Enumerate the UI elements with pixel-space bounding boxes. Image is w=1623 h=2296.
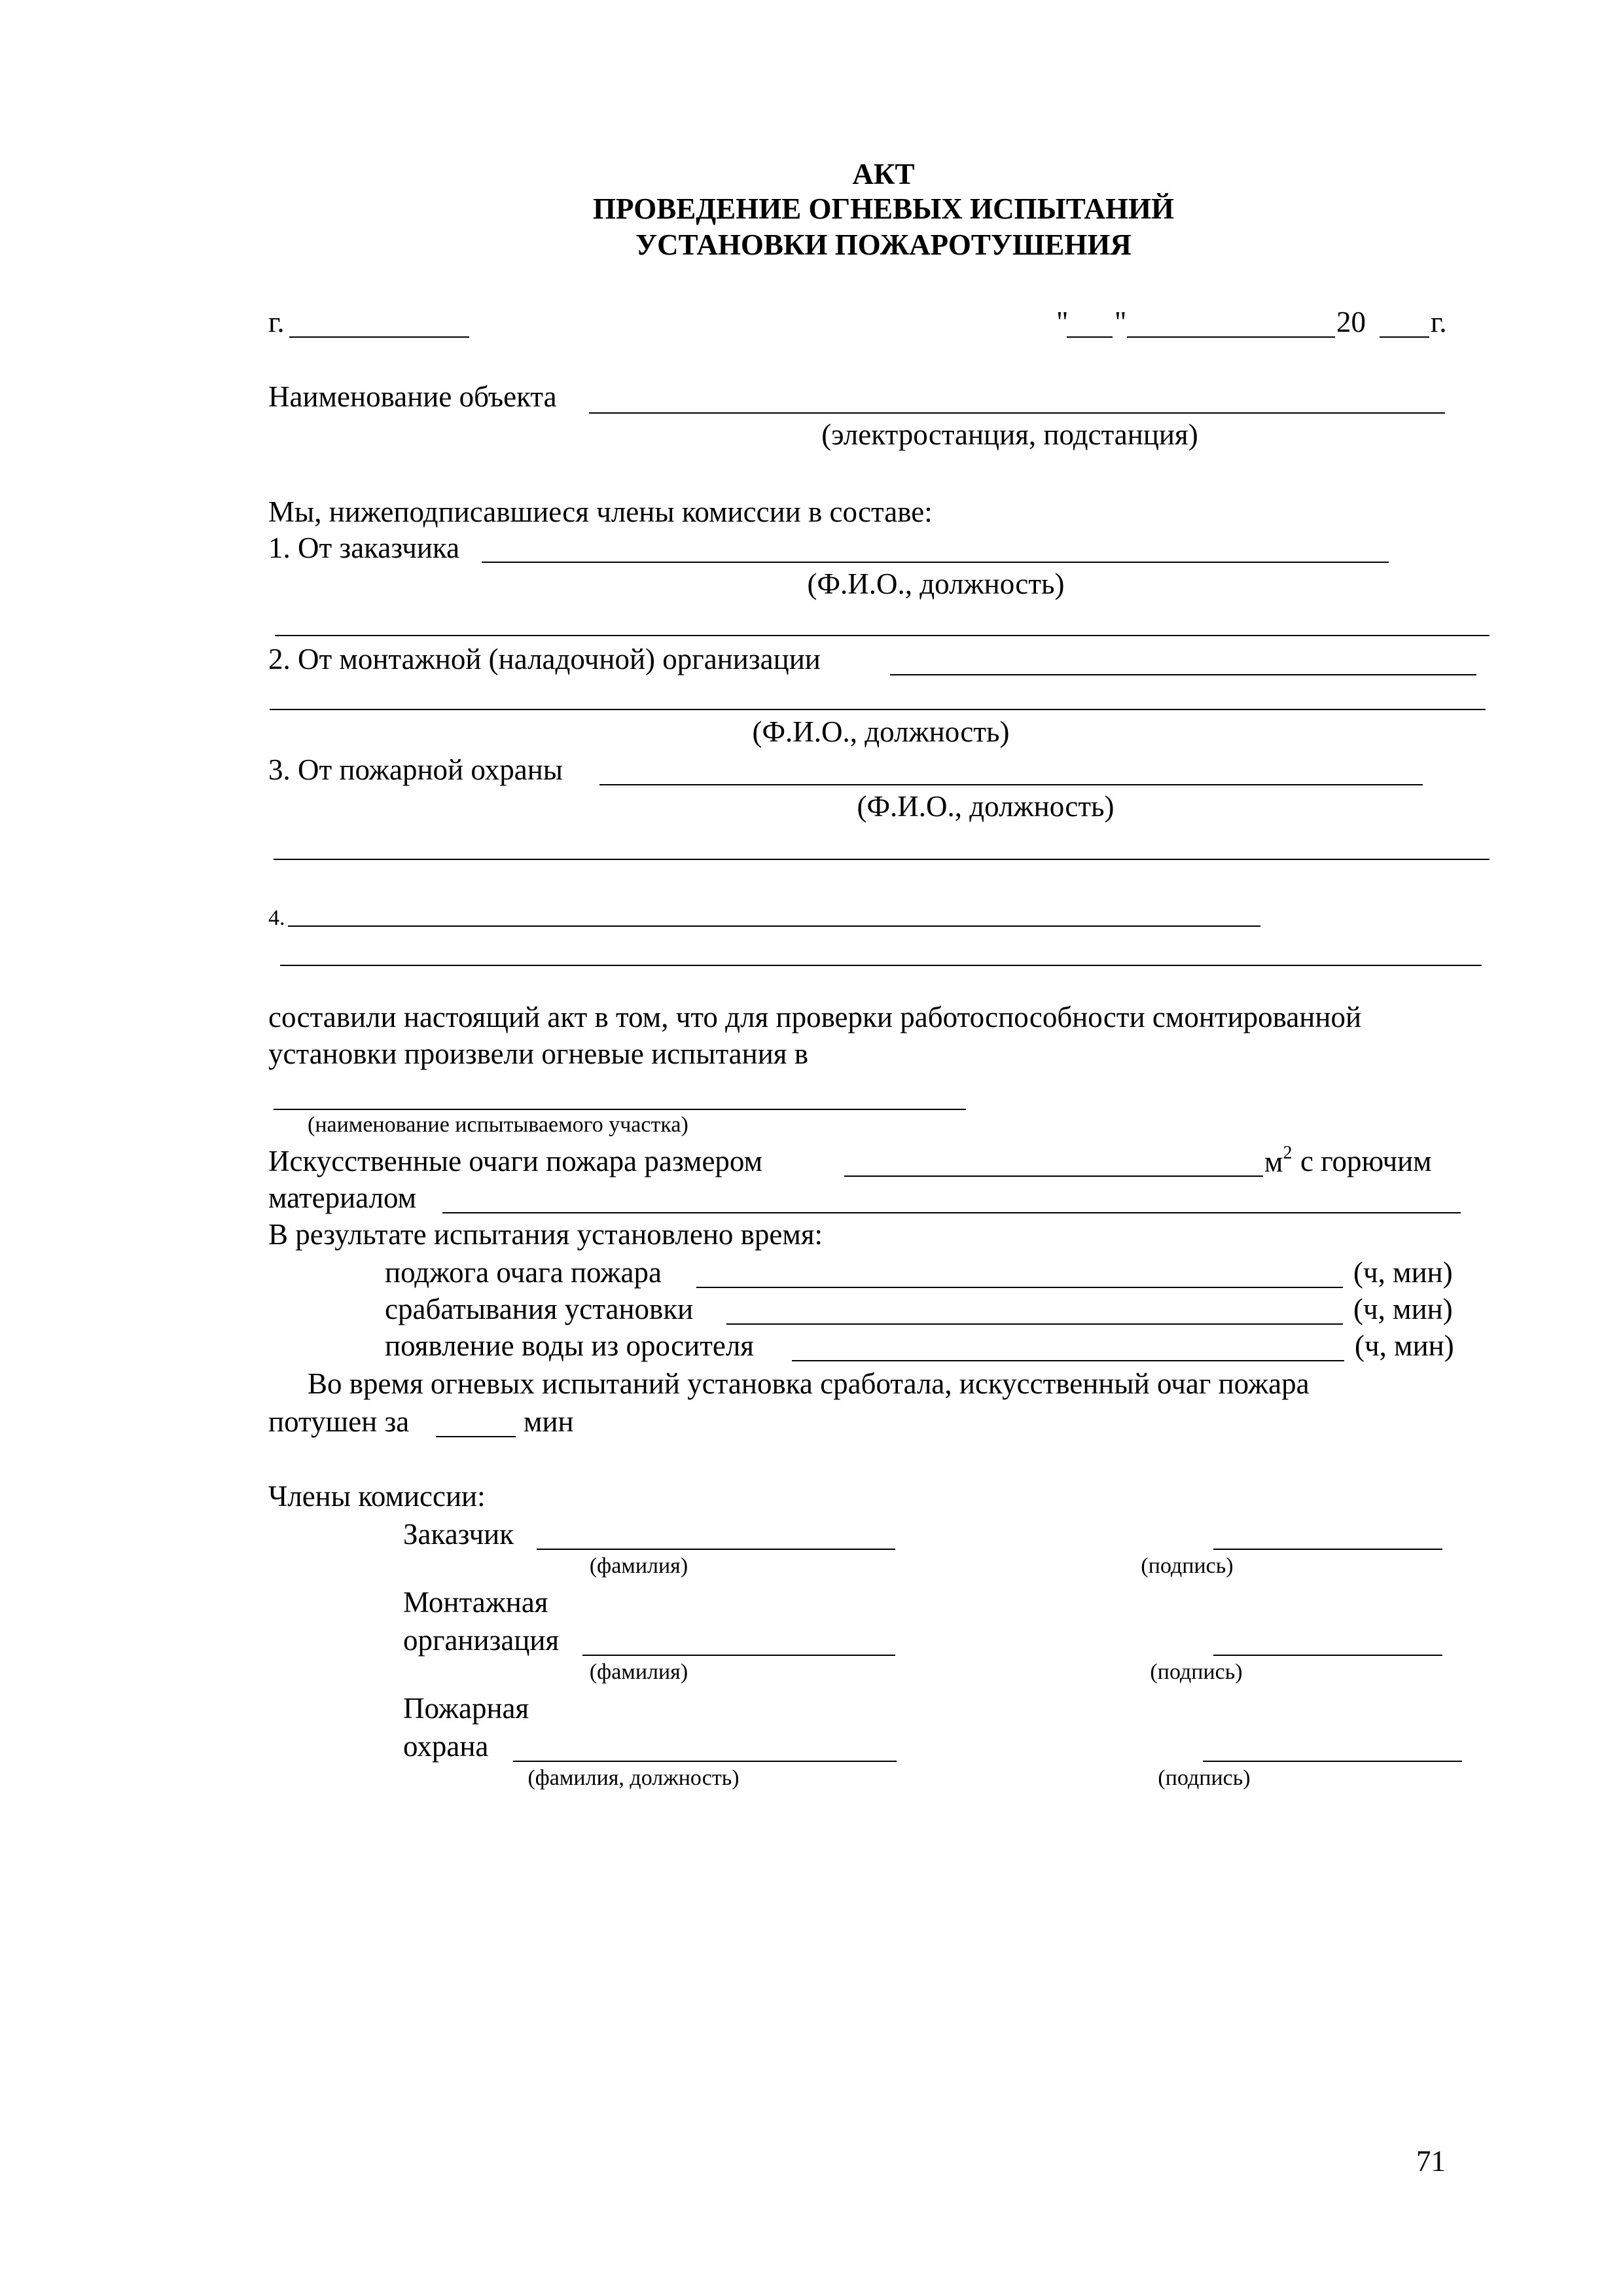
year-prefix: 20 — [1336, 306, 1366, 338]
water-label: появление воды из оросителя — [385, 1329, 754, 1362]
material-field[interactable] — [442, 1212, 1461, 1213]
installer-label-2: организация — [403, 1624, 560, 1657]
activation-time-field[interactable] — [726, 1323, 1343, 1325]
member-4-extra-line[interactable] — [280, 965, 1482, 966]
installer-surname-field[interactable] — [582, 1655, 895, 1656]
city-prefix: г. — [268, 306, 285, 338]
commission-item-1: 1. От заказчика — [268, 531, 460, 564]
title-line-3: УСТАНОВКИ ПОЖАРОТУШЕНИЯ — [635, 228, 1132, 261]
fire-service-surname-hint: (фамилия, должность) — [527, 1766, 740, 1790]
page-number: 71 — [1416, 2145, 1446, 2178]
object-label: Наименование объекта — [268, 380, 557, 413]
installer-signature-field[interactable] — [1213, 1655, 1442, 1656]
city-field[interactable] — [289, 336, 469, 338]
fire-service-label-1: Пожарная — [403, 1692, 529, 1725]
activation-unit: (ч, мин) — [1353, 1293, 1453, 1325]
installer-label-1: Монтажная — [403, 1586, 548, 1619]
result-intro: В результате испытания установлено время: — [268, 1218, 823, 1251]
test-section-field[interactable] — [274, 1109, 966, 1110]
ignition-time-field[interactable] — [696, 1287, 1343, 1288]
installer-extra-line[interactable] — [270, 709, 1486, 710]
water-time-field[interactable] — [792, 1360, 1344, 1361]
commission-item-4: 4. — [268, 906, 285, 930]
year-suffix: г. — [1431, 306, 1447, 338]
customer-label: Заказчик — [403, 1518, 514, 1551]
installer-signature-hint: (подпись) — [1150, 1660, 1243, 1684]
conclusion-line-2-suffix: мин — [524, 1405, 574, 1438]
activation-label: срабатывания установки — [385, 1293, 694, 1325]
conclusion-line-2-prefix: потушен за — [268, 1405, 410, 1438]
object-field[interactable] — [589, 412, 1445, 414]
fire-service-signature-hint: (подпись) — [1158, 1766, 1251, 1790]
fire-size-unit: $м^2$ — [1264, 1143, 1293, 1178]
title-line-2: ПРОВЕДЕНИЕ ОГНЕВЫХ ИСПЫТАНИЙ — [592, 192, 1175, 225]
customer-name-field[interactable] — [482, 562, 1389, 563]
signatures-header: Члены комиссии: — [268, 1480, 486, 1513]
title-line-1: АКТ — [852, 158, 915, 190]
conclusion-line-1: Во время огневых испытаний установка сработала, искусственный очаг пожара — [308, 1367, 1310, 1400]
customer-signature-field[interactable] — [1213, 1549, 1442, 1550]
material-label: материалом — [268, 1181, 417, 1214]
extinguish-time-field[interactable] — [436, 1436, 516, 1437]
fire-size-suffix: с горючим — [1300, 1145, 1432, 1177]
day-quote-close: " — [1115, 306, 1127, 338]
object-hint: (электростанция, подстанция) — [821, 418, 1198, 451]
ignition-label: поджога очага пожара — [385, 1256, 662, 1289]
customer-signature-hint: (подпись) — [1141, 1554, 1234, 1578]
day-quote-open: " — [1056, 306, 1069, 338]
commission-hint-2: (Ф.И.О., должность) — [752, 715, 1010, 748]
fire-service-signature-field[interactable] — [1203, 1761, 1462, 1762]
fire-size-field[interactable] — [844, 1175, 1263, 1177]
day-field[interactable] — [1067, 336, 1113, 338]
commission-item-2: 2. От монтажной (наладочной) организации — [268, 643, 821, 675]
commission-item-3: 3. От пожарной охраны — [268, 753, 563, 786]
installer-surname-hint: (фамилия) — [589, 1660, 688, 1684]
water-unit: (ч, мин) — [1355, 1329, 1454, 1362]
body-line-1: составили настоящий акт в том, что для проверки работоспособности смонтированной — [268, 1001, 1362, 1033]
year-field[interactable] — [1380, 336, 1429, 338]
test-section-hint: (наименование испытываемого участка) — [308, 1113, 688, 1137]
commission-intro: Мы, нижеподписавшиеся члены комиссии в составе: — [268, 495, 933, 528]
fire-service-extra-line[interactable] — [274, 859, 1489, 860]
fire-size-label: Искусственные очаги пожара размером — [268, 1145, 763, 1177]
fire-service-label-2: охрана — [403, 1730, 489, 1763]
ignition-unit: (ч, мин) — [1353, 1256, 1453, 1289]
installer-name-field[interactable] — [890, 674, 1476, 675]
commission-hint-1: (Ф.И.О., должность) — [807, 567, 1065, 600]
customer-surname-field[interactable] — [537, 1549, 895, 1550]
commission-hint-3: (Ф.И.О., должность) — [857, 790, 1115, 823]
customer-extra-line[interactable] — [275, 635, 1489, 636]
month-field[interactable] — [1127, 336, 1335, 338]
fire-service-name-field[interactable] — [599, 784, 1423, 785]
body-line-2: установки произвели огневые испытания в — [268, 1037, 809, 1070]
fire-service-surname-field[interactable] — [513, 1761, 897, 1762]
member-4-field[interactable] — [288, 925, 1260, 927]
customer-surname-hint: (фамилия) — [589, 1554, 688, 1578]
